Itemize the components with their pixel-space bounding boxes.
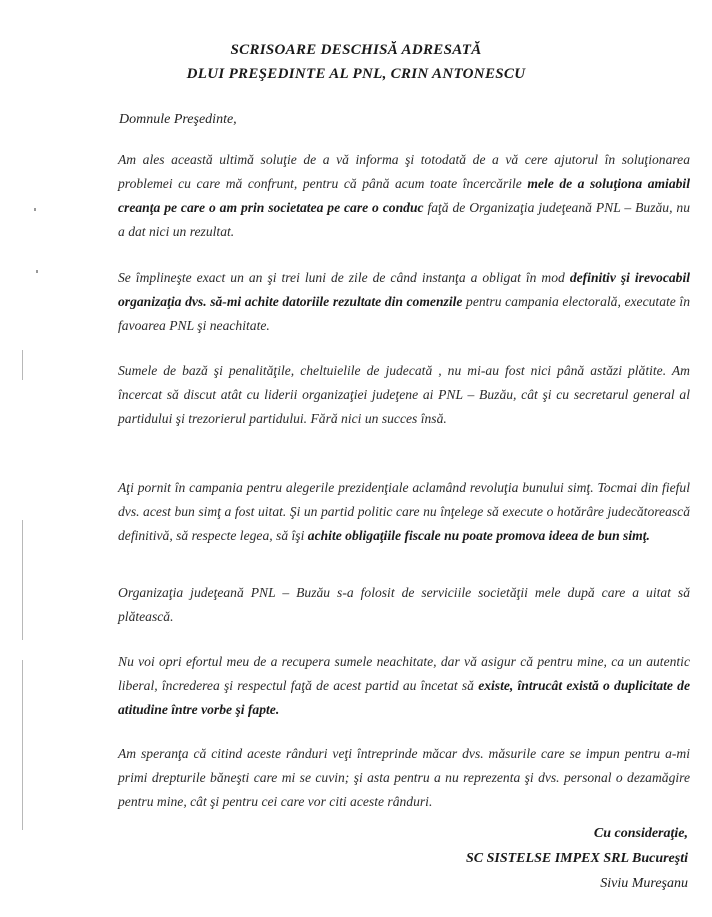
paragraph-bold-text: mele de a soluţiona amiabil creanţa pe care o am prin societatea pe care o conduc — [118, 176, 690, 215]
company-name: SC SISTELSE IMPEX SRL Bucureşti — [465, 851, 688, 866]
closing-line: Cu consideraţie, — [593, 826, 688, 841]
paragraph-7 — [118, 742, 690, 814]
scan-artifact — [36, 270, 38, 273]
scan-artifact — [22, 660, 23, 830]
paragraph-text: Am speranţa că citind aceste rânduri veţi întreprinde măcar dvs. măsurile care se impun pentru a-mi primi drepturile băneşti care mi se cuvin; şi asta pentru a nu reprezenta şi dvs. personal o dezamăgire pentru mine, cât şi pentru cei care vor citi aceste rânduri. — [118, 746, 690, 809]
paragraph-bold-text: definitiv şi irevocabil organizaţia dvs. să-mi achite datoriile rezultate din comenzile — [118, 270, 690, 309]
letter-title-line-1: SCRISOARE DESCHISĂ ADRESATĂ — [230, 42, 482, 58]
paragraph-text: Nu voi opri efortul meu de a recupera sumele neachitate, dar vă asigur că pentru mine, ca un autentic liberal, încrederea şi respectul faţă de acest partid au încetat să — [118, 654, 690, 693]
letter-title-line-2: DLUI PREŞEDINTE AL PNL, CRIN ANTONESCU — [186, 66, 526, 82]
paragraph-3 — [118, 359, 690, 431]
paragraph-tail-text: pentru campania electorală, executate în favoarea PNL şi neachitate. — [118, 294, 690, 333]
scan-artifact — [34, 208, 36, 211]
paragraph-6 — [118, 650, 690, 722]
paragraph-text: Organizaţia judeţeană PNL – Buzău s-a folosit de serviciile societăţii mele după care a uitat să plătească. — [118, 585, 690, 624]
scan-artifact — [22, 350, 23, 380]
salutation: Domnule Preşedinte, — [119, 112, 237, 127]
signatory-name: Siviu Mureşanu — [600, 876, 688, 891]
paragraph-bold-text: existe, întrucât există o duplicitate de atitudine între vorbe şi fapte. — [118, 678, 691, 717]
paragraph-5 — [118, 581, 690, 629]
paragraph-text: Sumele de bază şi penalităţile, cheltuielile de judecată , nu mi-au fost nici până astăzi plătite. Am încercat să discut atât cu liderii organizaţiei judeţene ai PNL – Buzău, cât şi cu secretarul general al partidului şi trezorierul partidului. Fără nici un succes însă. — [118, 363, 690, 426]
scan-artifact — [22, 520, 23, 640]
paragraph-text: Aţi pornit în campania pentru alegerile prezidenţiale aclamând revoluţia bunului simţ. Tocmai din fieful dvs. acest bun simţ a fost uitat. Şi un partid politic care nu înţelege să execute o hotărâre judecătorească definitivă, să respecte legea, să îşi — [118, 480, 690, 543]
paragraph-2 — [118, 266, 690, 338]
paragraph-text: Am ales această ultimă soluţie de a vă informa şi totodată de a vă cere ajutorul în soluţionarea problemei cu care mă confrunt, pentru că până acum toate încercările — [118, 152, 690, 191]
paragraph-bold-text: achite obligaţiile fiscale nu poate promova ideea de bun simţ. — [307, 528, 650, 543]
paragraph-tail-text: faţă de Organizaţia judeţeană PNL – Buzău, nu a dat nici un rezultat. — [118, 200, 690, 239]
paragraph-text: Se împlineşte exact un an şi trei luni de zile de când instanţa a obligat în mod — [118, 270, 570, 285]
paragraph-1 — [118, 148, 690, 244]
paragraph-4 — [118, 476, 690, 548]
